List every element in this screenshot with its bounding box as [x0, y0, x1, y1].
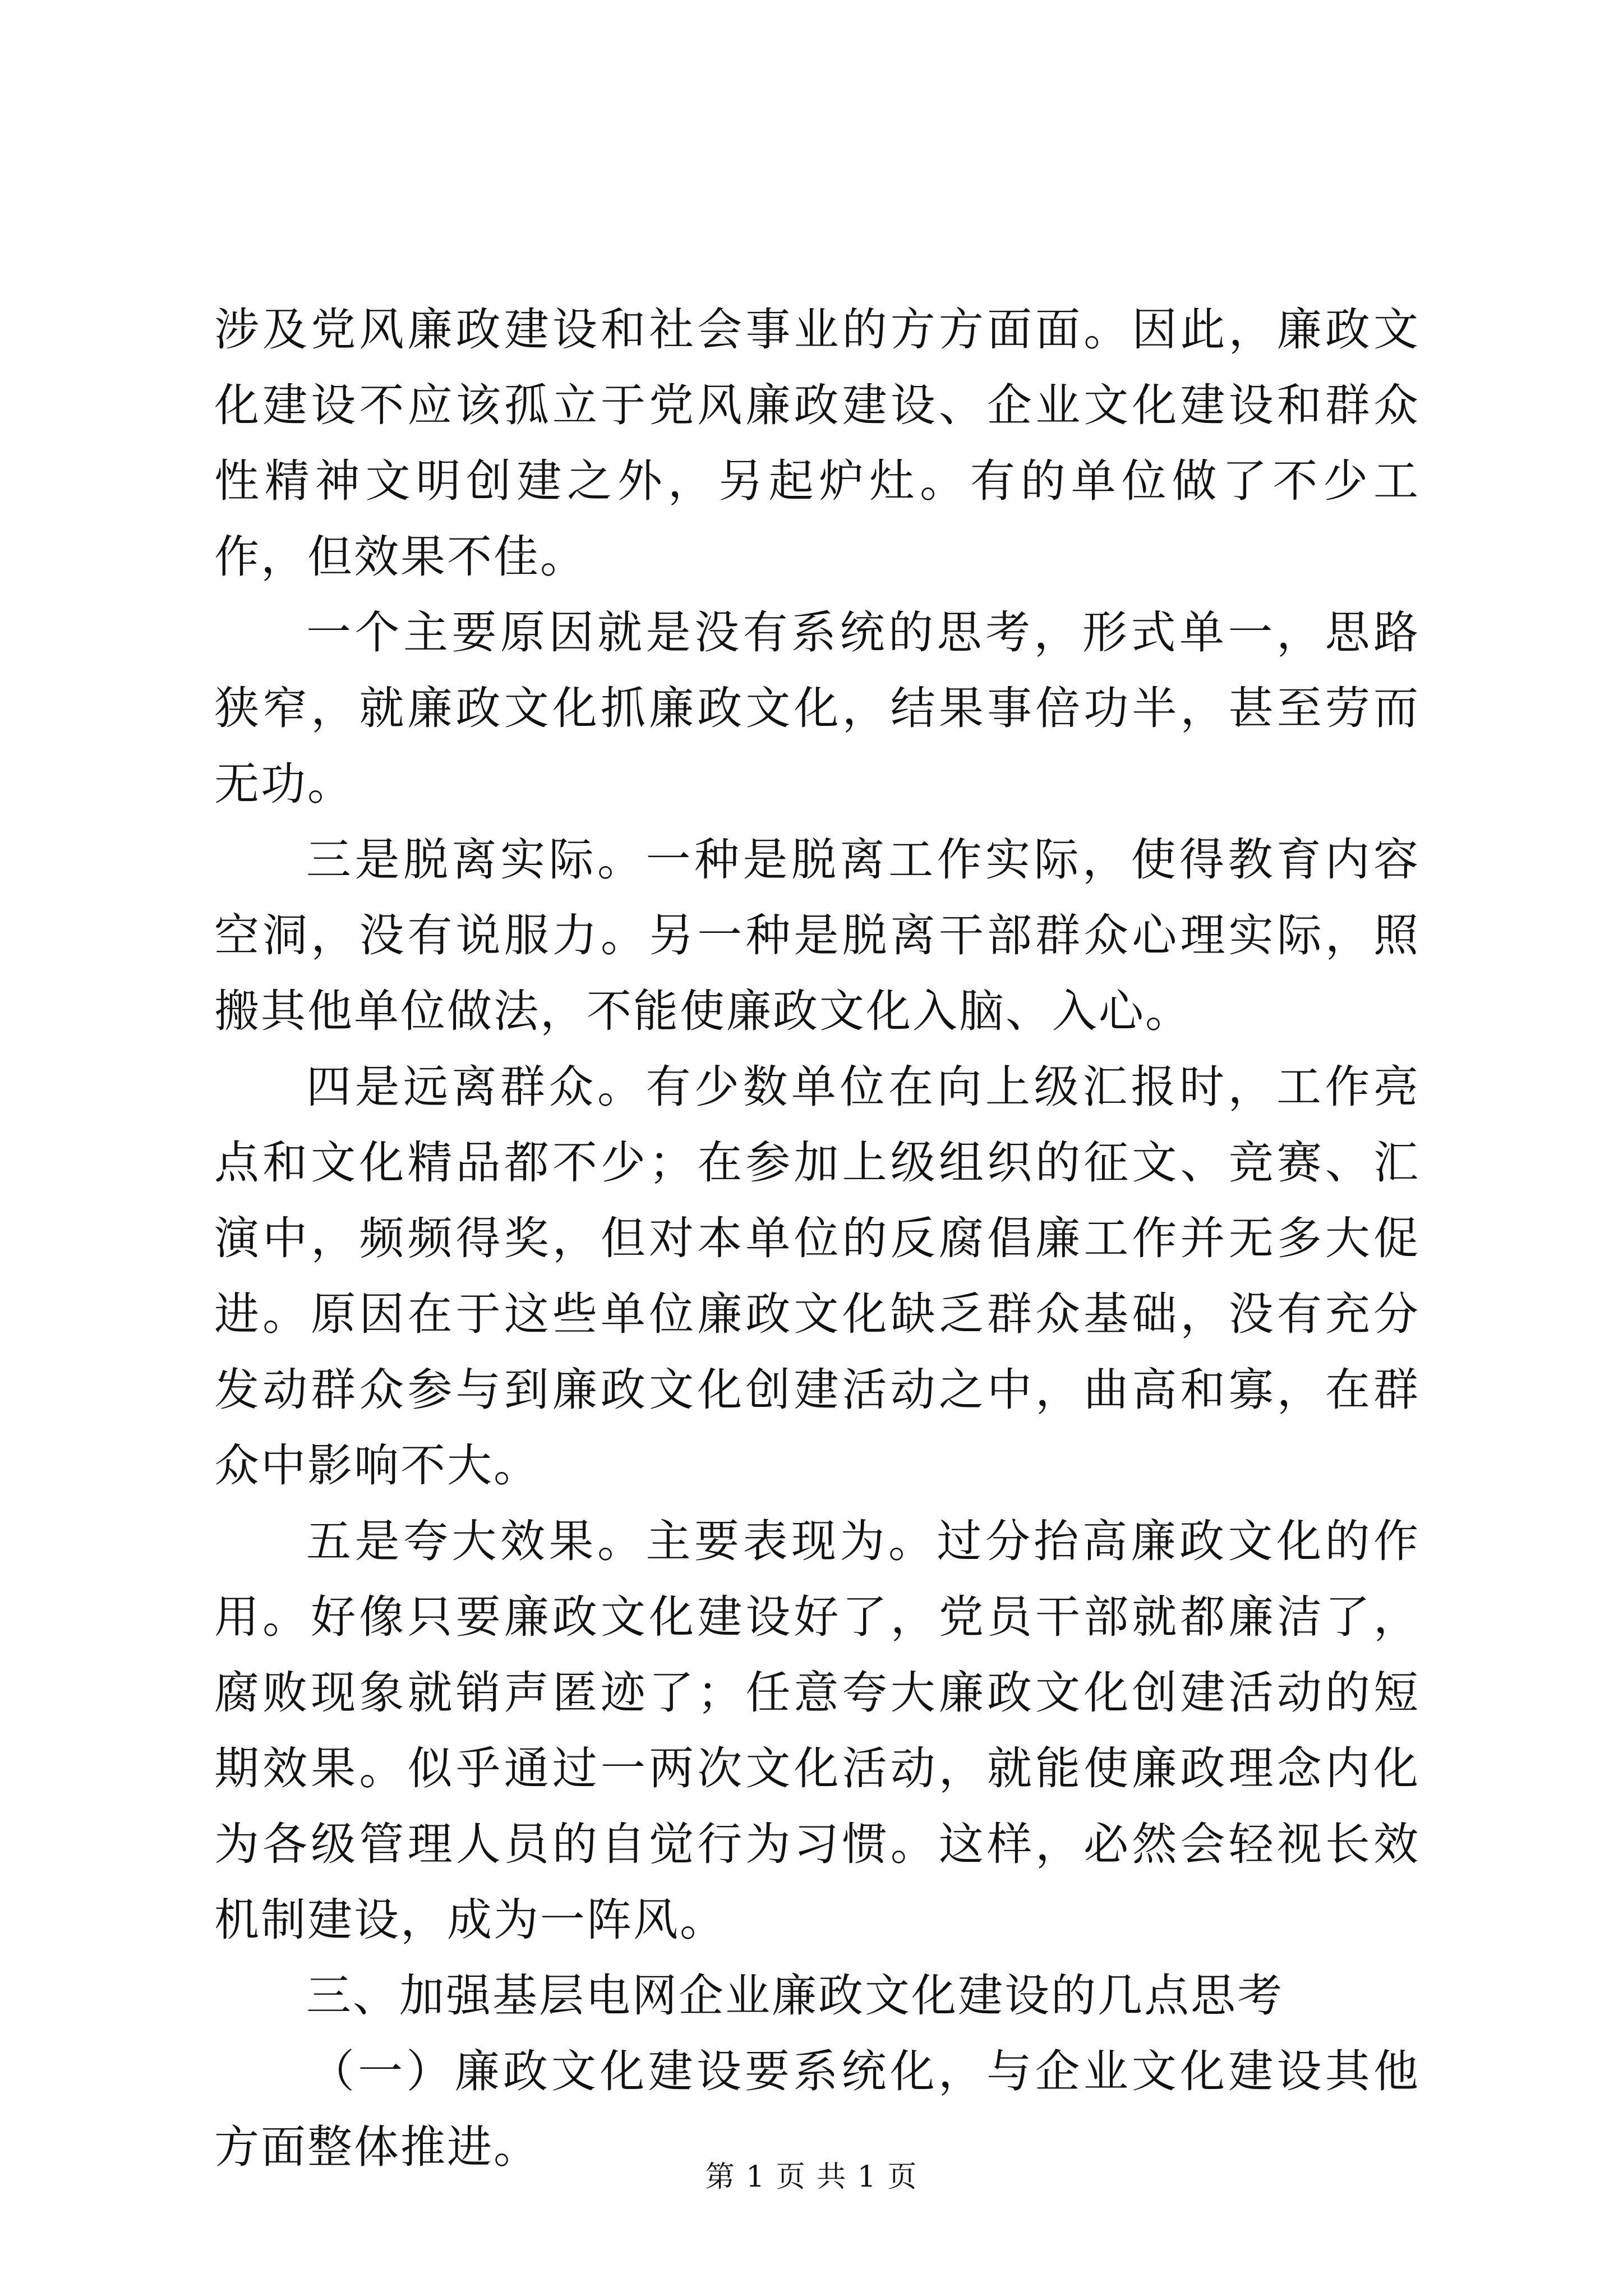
page-number-footer: 第 1 页 共 1 页	[705, 2160, 918, 2194]
paragraph-point-four: 四是远离群众。有少数单位在向上级汇报时，工作亮点和文化精品都不少；在参加上级组织的征文、竞赛、汇演中，频频得奖，但对本单位的反腐倡廉工作并无多大促进。原因在于这些单位廉政文化缺乏群众基础，没有充分发动群众参与到廉政文化创建活动之中，曲高和寡，在群众中影响不大。	[214, 1061, 1420, 1492]
section-heading-three: 三、加强基层电网企业廉政文化建设的几点思考	[306, 1970, 1284, 2022]
paragraph-main-reason: 一个主要原因就是没有系统的思考，形式单一，思路狭窄，就廉政文化抓廉政文化，结果事倍功半，甚至劳而无功。	[214, 606, 1420, 810]
paragraph-point-three: 三是脱离实际。一种是脱离工作实际，使得教育内容空洞，没有说服力。另一种是脱离干部群众心理实际，照搬其他单位做法，不能使廉政文化入脑、入心。	[214, 834, 1420, 1037]
paragraph-continuation: 涉及党风廉政建设和社会事业的方方面面。因此，廉政文化建设不应该孤立于党风廉政建设、企业文化建设和群众性精神文明创建之外，另起炉灶。有的单位做了不少工作，但效果不佳。	[214, 303, 1420, 583]
subsection-heading-one: （一）廉政文化建设要系统化，与企业文化建设其他方面整体推进。	[214, 2045, 1420, 2173]
paragraph-point-five: 五是夸大效果。主要表现为。过分抬高廉政文化的作用。好像只要廉政文化建设好了，党员干部就都廉洁了，腐败现象就销声匿迹了；任意夸大廉政文化创建活动的短期效果。似乎通过一两次文化活动，就能使廉政理念内化为各级管理人员的自觉行为习惯。这样，必然会轻视长效机制建设，成为一阵风。	[214, 1515, 1420, 1946]
document-body	[214, 292, 1420, 2185]
